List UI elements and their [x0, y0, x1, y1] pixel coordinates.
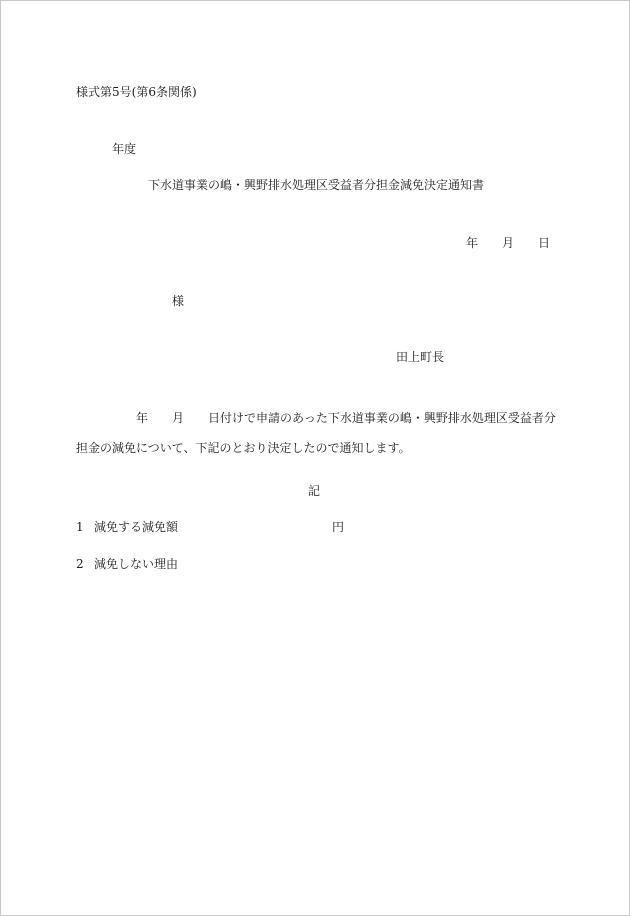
item-1-label: 減免する減免額: [94, 520, 179, 534]
body-line-2: 担金の減免について、下記のとおり決定したので通知します。: [76, 441, 411, 455]
item-1-number: 1: [76, 520, 84, 534]
body-text: 日付けで申請のあった下水道事業の嶋・興野排水処理区受益者分: [208, 411, 556, 425]
date-day-label: 日: [538, 236, 551, 250]
date-month-label: 月: [502, 236, 515, 250]
body-month: 月: [172, 411, 185, 425]
fiscal-year-label: 年度: [112, 142, 137, 156]
addressee-honorific: 様: [172, 294, 185, 308]
body-line-1: [76, 411, 556, 425]
document-title: 下水道事業の嶋・興野排水処理区受益者分担金減免決定通知書: [148, 178, 485, 192]
issuer-name: 田上町長: [396, 350, 445, 364]
item-2-number: 2: [76, 557, 84, 571]
date-year-label: 年: [466, 236, 479, 250]
ki-heading: 記: [308, 484, 321, 498]
form-label: 様式第5号(第6条関係): [76, 85, 197, 99]
item-1-unit: 円: [332, 520, 345, 534]
item-2-label: 減免しない理由: [94, 557, 179, 571]
body-year: 年: [136, 411, 149, 425]
